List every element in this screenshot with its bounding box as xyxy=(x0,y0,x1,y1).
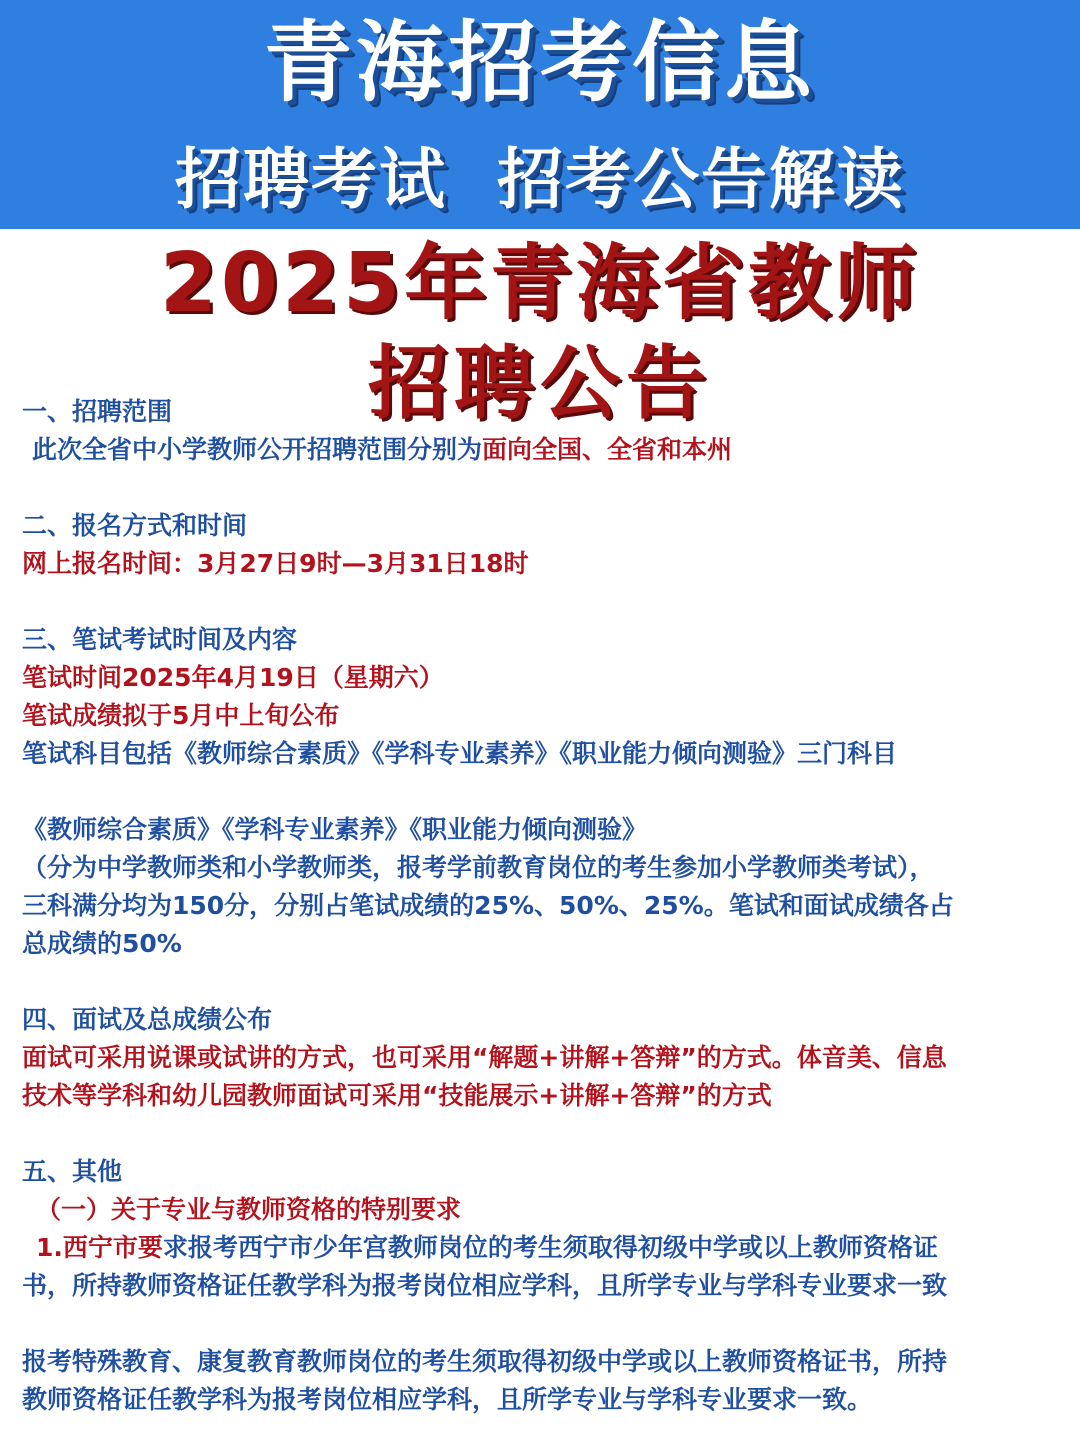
registration-time: 网上报名时间：3月27日9时—3月31日18时 xyxy=(22,549,529,578)
exam-subjects: 笔试科目包括《教师综合素质》《学科专业素养》《职业能力倾向测验》三门科目 xyxy=(22,739,898,768)
section-heading-scope: 一、招聘范围 xyxy=(22,397,173,426)
special-education-line2: 教师资格证任教学科为报考岗位相应学科，且所学专业与学科专业要求一致。 xyxy=(22,1385,873,1414)
other-item1-line2: 书，所持教师资格证任教学科为报考岗位相应学科，且所学专业与学科专业要求一致 xyxy=(22,1271,948,1300)
section-heading-other: 五、其他 xyxy=(22,1157,123,1186)
special-education-line1: 报考特殊教育、康复教育教师岗位的考生须取得初级中学或以上教师资格证书，所持 xyxy=(22,1347,948,1376)
other-item1-red: 1.西宁市要 xyxy=(36,1233,163,1262)
exam-date: 笔试时间2025年4月19日（星期六） xyxy=(22,663,444,692)
exam-subject-list: 《教师综合素质》《学科专业素养》《职业能力倾向测验》 xyxy=(22,815,648,844)
interview-line1: 面试可采用说课或试讲的方式，也可采用“解题+讲解+答辩”的方式。体音美、信息 xyxy=(22,1043,947,1072)
exam-detail-line3: 总成绩的50% xyxy=(22,929,182,958)
exam-detail-line1: （分为中学教师类和小学教师类，报考学前教育岗位的考生参加小学教师类考试）， xyxy=(22,853,935,882)
header-banner xyxy=(0,0,1080,229)
exam-detail-line2: 三科满分均为150分，分别占笔试成绩的25%、50%、25%。笔试和面试成绩各占 xyxy=(22,891,954,920)
announcement-body xyxy=(22,393,1074,1419)
headline-line2: 招聘公告 xyxy=(368,337,712,430)
banner-subtitle: 招聘考试 招考公告解读 xyxy=(175,141,905,218)
interview-line2: 技术等学科和幼儿园教师面试可采用“技能展示+讲解+答辩”的方式 xyxy=(22,1081,772,1110)
scope-text-plain: 此次全省中小学教师公开招聘范围分别为 xyxy=(32,435,483,464)
headline-line1: 2025年青海省教师 xyxy=(159,236,921,331)
other-item1 xyxy=(22,1229,1074,1267)
other-item1-blue: 求报考西宁市少年宫教师岗位的考生须取得初级中学或以上教师资格证 xyxy=(162,1233,938,1262)
section-heading-written-exam: 三、笔试考试时间及内容 xyxy=(22,625,298,654)
section-heading-registration: 二、报名方式和时间 xyxy=(22,511,248,540)
scope-text xyxy=(22,431,1074,469)
section-heading-interview: 四、面试及总成绩公布 xyxy=(22,1005,273,1034)
scope-text-highlight: 面向全国、全省和本州 xyxy=(482,435,733,464)
exam-result-date: 笔试成绩拟于5月中上旬公布 xyxy=(22,701,340,730)
other-subheading: （一）关于专业与教师资格的特别要求 xyxy=(36,1195,462,1224)
banner-title: 青海招考信息 xyxy=(263,11,816,114)
